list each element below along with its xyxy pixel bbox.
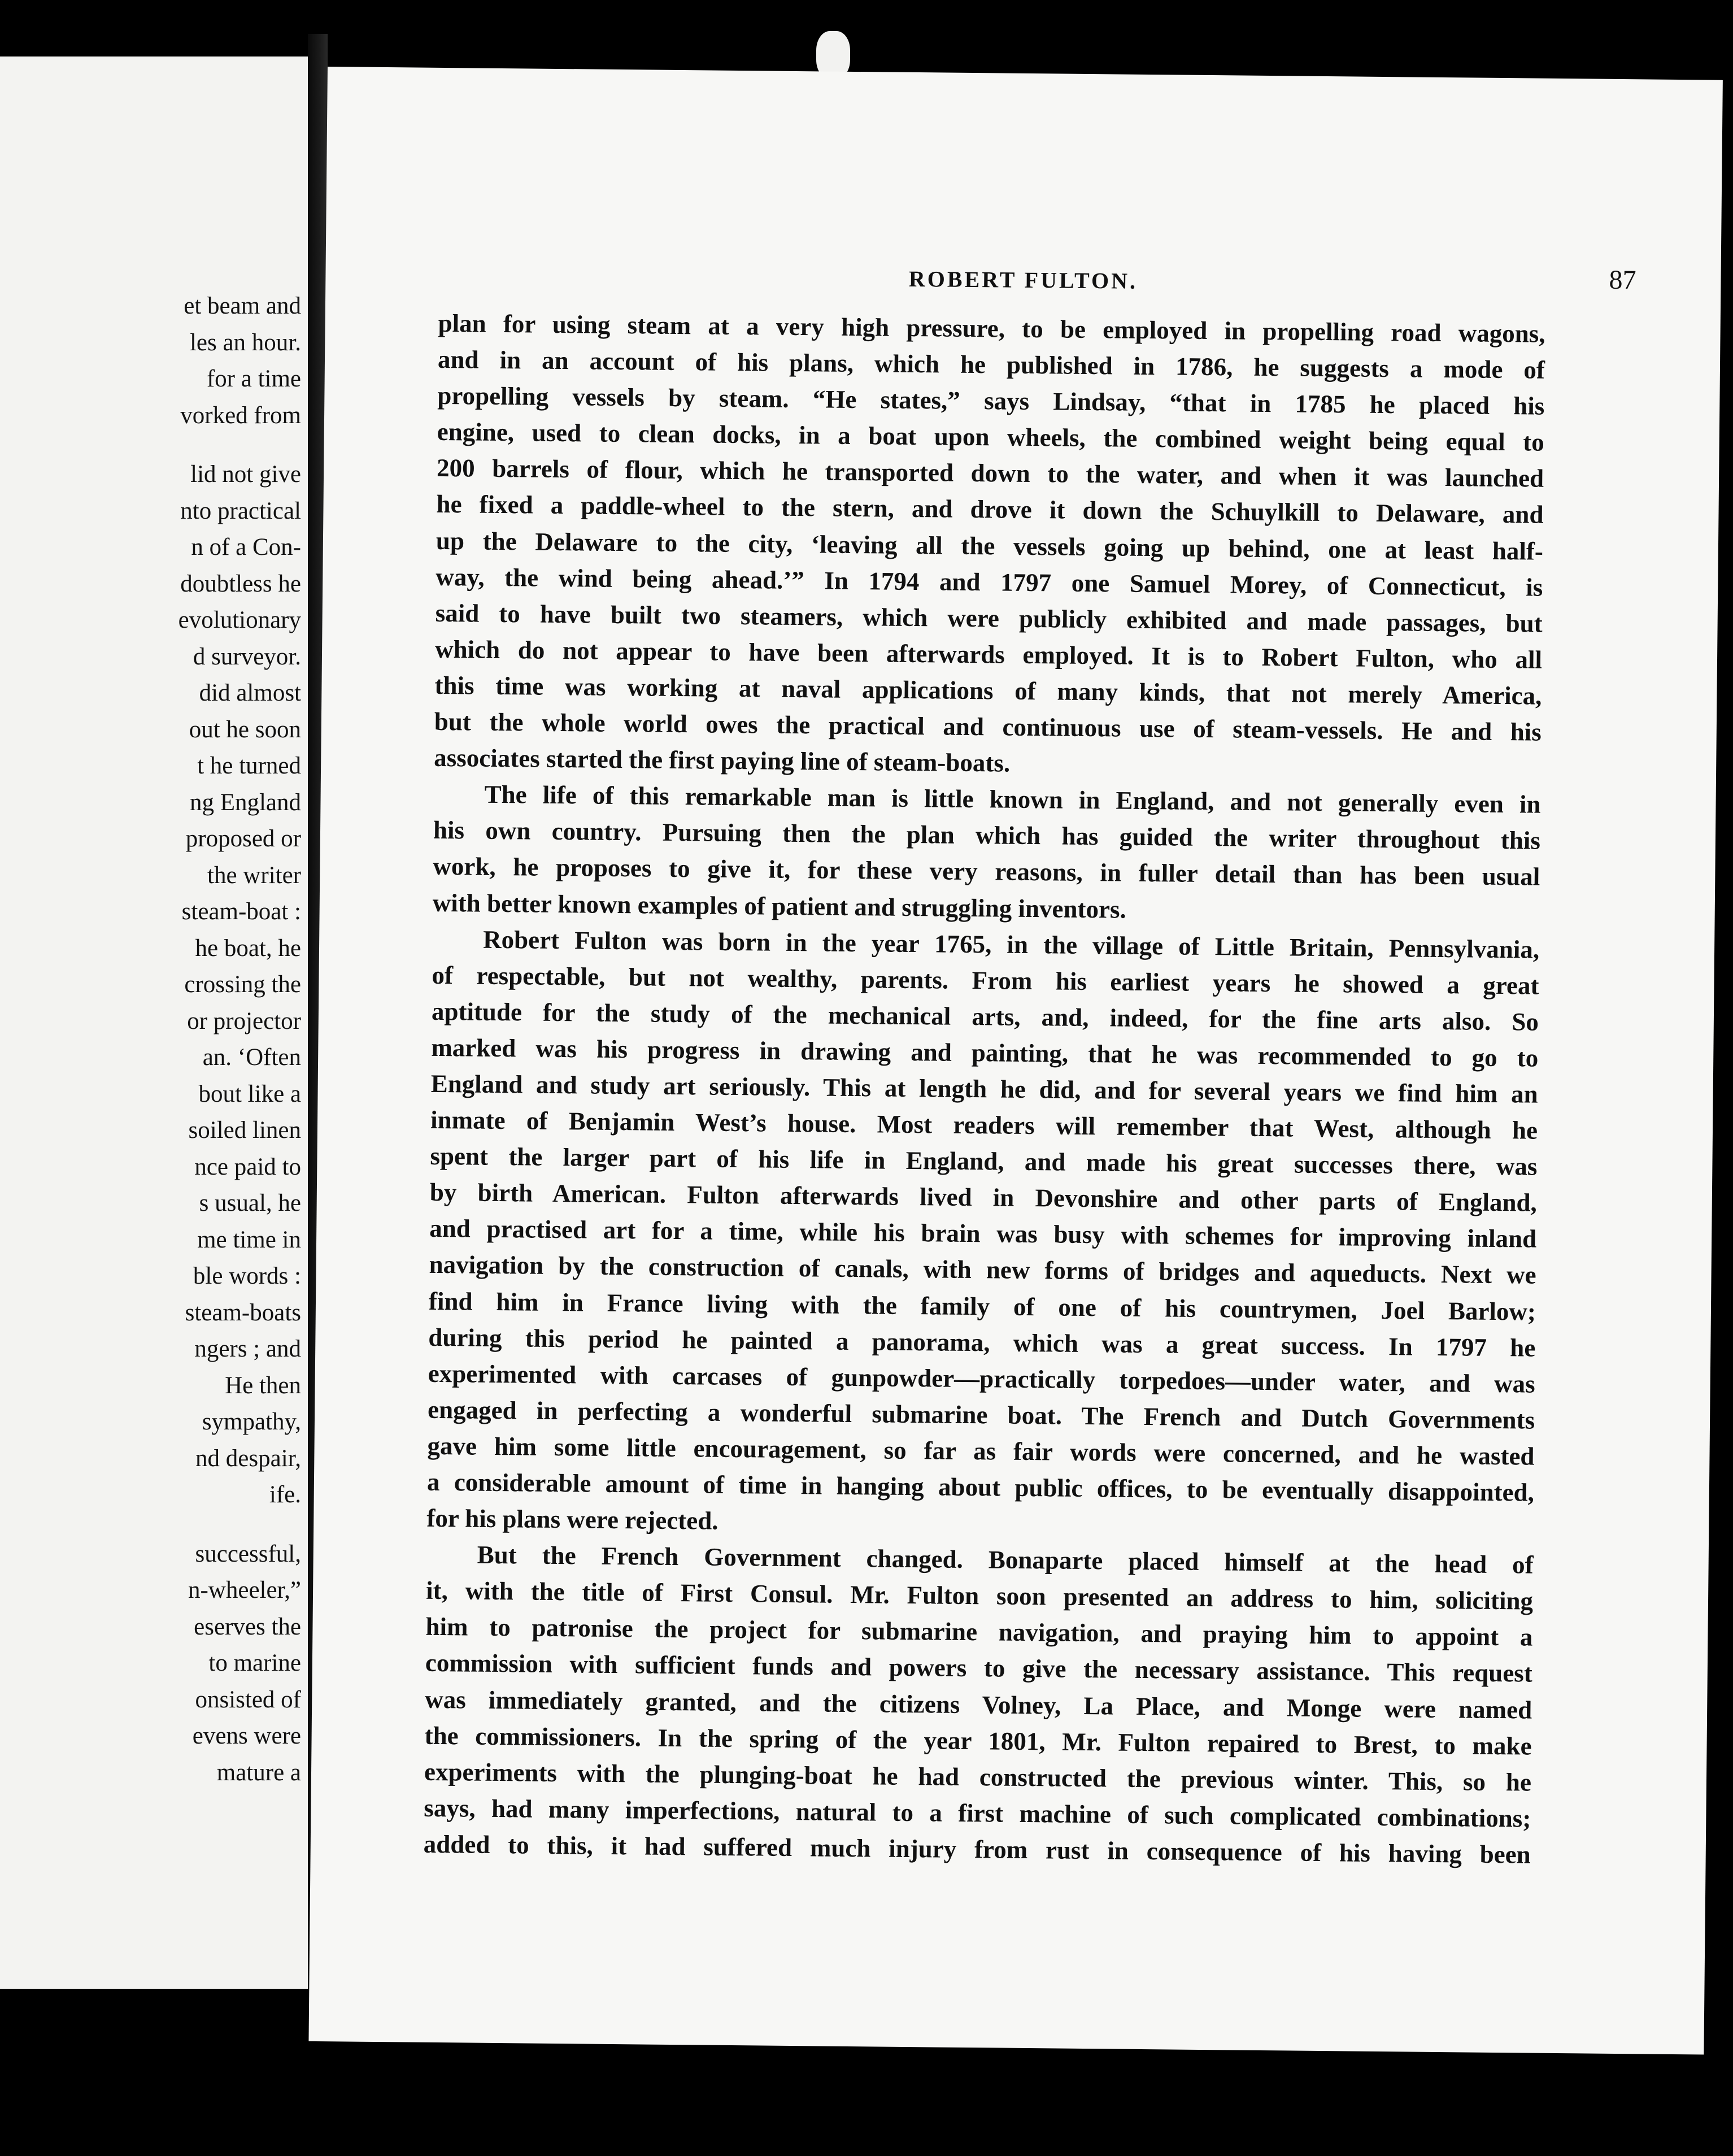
left-line: soiled linen [188,1117,301,1144]
left-line: nce paid to [194,1153,301,1180]
text-line: and practised art for a time, while his brain was busy with schemes for improving inland [429,1214,1537,1253]
text-line: marked was his progress in drawing and painting, that he was recommended to go to [431,1033,1539,1072]
text-line: But the French Government changed. Bonaparte placed himself at the head of [477,1540,1534,1579]
left-line: d surveyor. [193,643,301,670]
text-line: for his plans were rejected. [426,1503,719,1535]
text-line: work, he proposes to give it, for these very reasons, in fuller detail than has been usual [433,852,1540,892]
text-line: plan for using steam at a very high pressure, to be employed in propelling road wagons, [438,308,1545,348]
left-line: evens were [192,1723,301,1749]
text-line: experimented with carcases of gunpowder—practically torpedoes—under water, and was [428,1359,1535,1398]
left-line: n-wheeler,” [188,1577,301,1603]
text-line: commission with sufficient funds and powers to give the necessary assistance. This request [425,1649,1533,1688]
left-line: for a time [206,366,301,392]
left-line: ngers ; and [194,1336,301,1362]
left-line: out he soon [189,716,301,743]
left-line: eserves the [194,1613,301,1640]
text-line: aptitude for the study of the mechanical arts, and, indeed, for the fine arts also. So [431,997,1539,1036]
text-line: was immediately granted, and the citizens Volney, La Place, and Monge were named [425,1685,1532,1724]
left-line: et beam and [184,293,301,319]
text-line: find him in France living with the family of one of his countrymen, Joel Barlow; [428,1286,1536,1326]
text-line: The life of this remarkable man is little known in England, and not generally even in [484,780,1541,819]
text-line: but the whole world owes the practical and continuous use of steam-vessels. He and his [434,707,1542,746]
left-line: evolutionary [178,607,301,633]
left-line: or projector [187,1007,301,1034]
text-line: he fixed a paddle-wheel to the stern, and drove it down the Schuylkill to Delaware, and [436,490,1544,529]
page-number: 87 [1609,264,1636,295]
left-line: crossing the [184,971,301,998]
left-line: onsisted of [195,1686,301,1713]
left-page-fragment [0,56,308,1989]
left-line: me time in [197,1226,301,1253]
text-line: inmate of Benjamin West’s house. Most readers will remember that West, although he [430,1105,1538,1145]
text-line: it, with the title of First Consul. Mr. Fulton soon presented an address to him, soliciting [425,1576,1534,1615]
running-head: ROBERT FULTON. [908,266,1138,294]
text-line: the commissioners. In the spring of the year 1801, Mr. Fulton repaired to Brest, to make [424,1721,1532,1761]
text-line: propelling vessels by steam. “He states,” says Lindsay, “that in 1785 he placed his [437,381,1545,420]
left-line: did almost [199,680,301,706]
text-line: engaged in perfecting a wonderful submarine boat. The French and Dutch Governments [427,1395,1535,1435]
text-line: a considerable amount of time in hanging about public offices, to be eventually disappointed, [426,1467,1535,1507]
left-line: successful, [195,1540,301,1567]
text-line: said to have built two steamers, which were publicly exhibited and made passages, but [435,598,1543,638]
text-line: and in an account of his plans, which he published in 1786, he suggests a mode of [437,345,1545,384]
left-line: vorked from [180,402,301,429]
text-line: says, had many imperfections, natural to a first machine of such complicated combinations; [424,1793,1531,1833]
text-line: way, the wind being ahead.’” In 1794 and 1797 one Samuel Morey, of Connecticut, is [436,562,1543,602]
text-line: this time was working at naval applications of many kinds, that not merely America, [434,671,1542,710]
left-line: lid not give [190,461,301,488]
left-line: He then [225,1372,301,1399]
text-line: which do not appear to have been afterwards employed. It is to Robert Fulton, who all [434,634,1543,674]
text-line: during this period he painted a panorama, which was a great success. In 1797 he [428,1323,1536,1362]
text-line: of respectable, but not wealthy, parents. From his earliest years he showed a great [432,960,1539,1000]
text-line: him to patronise the project for submarine navigation, and praying him to appoint a [425,1612,1533,1651]
left-line: an. ‘Often [202,1044,301,1071]
left-line: t he turned [197,753,301,779]
text-line: his own country. Pursuing then the plan which has guided the writer throughout this [433,816,1541,855]
left-line: nto practical [180,497,301,524]
left-line: bout like a [198,1080,301,1107]
text-line: associates started the first paying line of steam-boats. [434,743,1011,777]
text-line: with better known examples of patient and struggling inventors. [432,888,1126,924]
left-line: steam-boat : [181,898,301,925]
right-page [308,67,1722,2055]
left-line: steam-boats [185,1299,301,1326]
left-line: sympathy, [202,1409,301,1435]
text-line: 200 barrels of flour, which he transported down to the water, and when it was launched [436,454,1544,493]
left-line: ble words : [193,1263,301,1289]
left-line: ng England [189,789,301,816]
left-line: les an hour. [189,329,301,356]
text-line: navigation by the construction of canals, with new forms of bridges and aqueducts. Next we [429,1250,1536,1290]
left-line: proposed or [185,825,301,852]
left-line: doubtless he [180,570,301,597]
left-line: mature a [216,1759,301,1786]
text-line: Robert Fulton was born in the year 1765, in the village of Little Britain, Pennsylvania, [482,925,1540,964]
text-line: experiments with the plunging-boat he had constructed the previous winter. This, so he [424,1757,1532,1797]
left-line: to marine [208,1650,301,1676]
left-line: nd despair, [195,1445,301,1472]
left-line: s usual, he [199,1190,301,1216]
body-text [424,305,1545,1873]
text-line: added to this, it had suffered much injury from rust in consequence of his having been [423,1829,1531,1869]
left-line: the writer [207,862,301,889]
text-line: England and study art seriously. This at length he did, and for several years we find him an [430,1069,1538,1109]
left-line: he boat, he [195,934,301,962]
text-line: gave him some little encouragement, so far as fair words were concerned, and he wasted [427,1431,1535,1471]
text-line: spent the larger part of his life in England, and made his great successes there, was [430,1141,1538,1181]
left-line: n of a Con- [191,534,301,560]
text-line: up the Delaware to the city, ‘leaving all the vessels going up behind, one at least half- [436,526,1544,566]
left-line: ife. [269,1481,301,1508]
text-line: by birth American. Fulton afterwards lived in Devonshire and other parts of England, [429,1178,1538,1217]
left-page-text [178,288,301,1791]
text-line: engine, used to clean docks, in a boat upon wheels, the combined weight being equal to [437,418,1544,457]
